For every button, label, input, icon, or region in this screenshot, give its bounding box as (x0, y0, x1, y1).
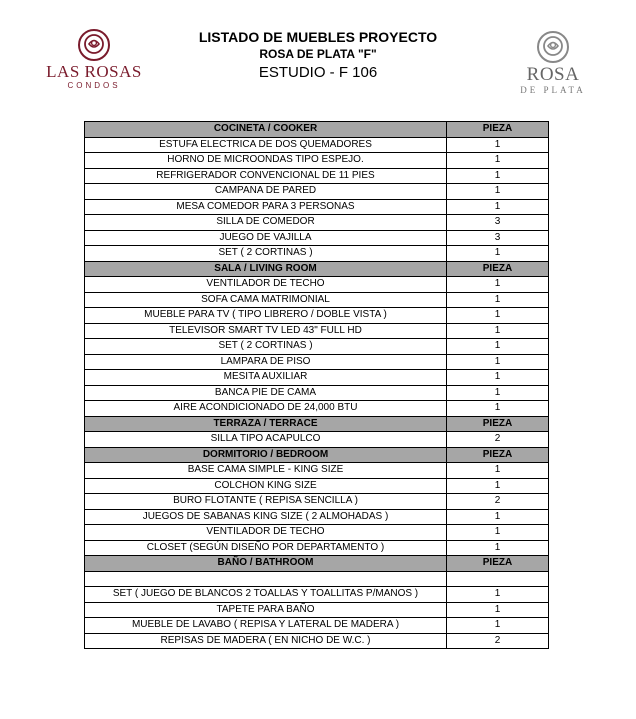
table-row (85, 339, 549, 355)
item-quantity: 1 (447, 618, 549, 634)
table-row (85, 525, 549, 541)
item-quantity: 1 (447, 525, 549, 541)
item-name: COLCHON KING SIZE (85, 478, 447, 494)
item-name: ESTUFA ELECTRICA DE DOS QUEMADORES (85, 137, 447, 153)
item-name: VENTILADOR DE TECHO (85, 525, 447, 541)
quantity-header: PIEZA (447, 122, 549, 138)
table-row (85, 401, 549, 417)
item-quantity: 1 (447, 401, 549, 417)
item-quantity: 2 (447, 432, 549, 448)
furniture-table (84, 121, 549, 649)
item-name: CLOSET (SEGÚN DISEÑO POR DEPARTAMENTO ) (85, 540, 447, 556)
item-quantity: 2 (447, 633, 549, 649)
item-quantity: 1 (447, 153, 549, 169)
table-row (85, 292, 549, 308)
silver-rose-icon (536, 30, 570, 64)
section-header-row (85, 416, 549, 432)
item-name: SILLA DE COMEDOR (85, 215, 447, 231)
item-quantity: 1 (447, 199, 549, 215)
item-quantity: 1 (447, 509, 549, 525)
section-header-row (85, 122, 549, 138)
table-row (85, 246, 549, 262)
table-row (85, 370, 549, 386)
item-name: MESA COMEDOR PARA 3 PERSONAS (85, 199, 447, 215)
las-rosas-sub: CONDOS (67, 81, 121, 90)
table-row (85, 571, 549, 587)
item-quantity: 1 (447, 385, 549, 401)
item-quantity: 1 (447, 308, 549, 324)
table-row (85, 199, 549, 215)
item-name: AIRE ACONDICIONADO DE 24,000 BTU (85, 401, 447, 417)
quantity-header: PIEZA (447, 261, 549, 277)
item-quantity: 3 (447, 230, 549, 246)
table-row (85, 323, 549, 339)
item-name: TELEVISOR SMART TV LED 43" FULL HD (85, 323, 447, 339)
item-name: MUEBLE DE LAVABO ( REPISA Y LATERAL DE MADERA ) (85, 618, 447, 634)
table-row (85, 463, 549, 479)
item-name: REPISAS DE MADERA ( EN NICHO DE W.C. ) (85, 633, 447, 649)
item-name: HORNO DE MICROONDAS TIPO ESPEJO. (85, 153, 447, 169)
document-unit: ESTUDIO - F 106 (258, 64, 378, 81)
item-quantity: 2 (447, 494, 549, 510)
rosa-de-plata-brand: ROSA (526, 64, 580, 85)
item-name: REFRIGERADOR CONVENCIONAL DE 11 PIES (85, 168, 447, 184)
table-row (85, 354, 549, 370)
item-name: TAPETE PARA BAÑO (85, 602, 447, 618)
table-row (85, 215, 549, 231)
quantity-header: PIEZA (447, 447, 549, 463)
section-header-row (85, 556, 549, 572)
item-name (85, 571, 447, 587)
item-quantity: 1 (447, 463, 549, 479)
item-quantity: 3 (447, 215, 549, 231)
table-row (85, 602, 549, 618)
item-name: MESITA AUXILIAR (85, 370, 447, 386)
table-row (85, 618, 549, 634)
las-rosas-brand: LAS ROSAS (46, 62, 142, 81)
table-row (85, 385, 549, 401)
item-quantity: 1 (447, 292, 549, 308)
section-header-row (85, 447, 549, 463)
item-name: BASE CAMA SIMPLE - KING SIZE (85, 463, 447, 479)
item-name: SET ( 2 CORTINAS ) (85, 339, 447, 355)
furniture-table-body (85, 122, 549, 649)
table-row (85, 509, 549, 525)
item-name: BURO FLOTANTE ( REPISA SENCILLA ) (85, 494, 447, 510)
section-title: BAÑO / BATHROOM (85, 556, 447, 572)
rosa-de-plata-sub: DE PLATA (520, 85, 586, 95)
section-header-row (85, 261, 549, 277)
section-title: COCINETA / COOKER (85, 122, 447, 138)
quantity-header: PIEZA (447, 416, 549, 432)
table-row (85, 308, 549, 324)
item-quantity: 1 (447, 354, 549, 370)
item-quantity: 1 (447, 323, 549, 339)
document-header (190, 29, 446, 82)
table-row (85, 587, 549, 603)
table-row (85, 230, 549, 246)
section-title: SALA / LIVING ROOM (85, 261, 447, 277)
item-name: JUEGOS DE SABANAS KING SIZE ( 2 ALMOHADAS ) (85, 509, 447, 525)
table-row (85, 633, 549, 649)
item-name: SET ( JUEGO DE BLANCOS 2 TOALLAS Y TOALLITAS P/MANOS ) (85, 587, 447, 603)
table-row (85, 153, 549, 169)
rosa-de-plata-logo (508, 30, 598, 94)
table-row (85, 277, 549, 293)
table-row (85, 478, 549, 494)
item-quantity: 1 (447, 137, 549, 153)
item-name: SILLA TIPO ACAPULCO (85, 432, 447, 448)
item-quantity: 1 (447, 168, 549, 184)
table-row (85, 137, 549, 153)
document-title: LISTADO DE MUEBLES PROYECTO (198, 29, 438, 45)
item-name: LAMPARA DE PISO (85, 354, 447, 370)
las-rosas-logo (38, 28, 150, 88)
document-subtitle: ROSA DE PLATA "F" (259, 47, 377, 61)
table-row (85, 494, 549, 510)
item-quantity: 1 (447, 277, 549, 293)
item-name: SET ( 2 CORTINAS ) (85, 246, 447, 262)
section-title: DORMITORIO / BEDROOM (85, 447, 447, 463)
item-name: BANCA PIE DE CAMA (85, 385, 447, 401)
item-quantity: 1 (447, 370, 549, 386)
rose-icon (77, 28, 111, 62)
item-quantity: 1 (447, 602, 549, 618)
item-quantity: 1 (447, 478, 549, 494)
item-name: VENTILADOR DE TECHO (85, 277, 447, 293)
section-title: TERRAZA / TERRACE (85, 416, 447, 432)
item-quantity: 1 (447, 587, 549, 603)
table-row (85, 168, 549, 184)
item-name: SOFA CAMA MATRIMONIAL (85, 292, 447, 308)
item-quantity: 1 (447, 339, 549, 355)
item-name: JUEGO DE VAJILLA (85, 230, 447, 246)
table-row (85, 184, 549, 200)
item-quantity: 1 (447, 184, 549, 200)
table-row (85, 540, 549, 556)
item-name: MUEBLE PARA TV ( TIPO LIBRERO / DOBLE VISTA ) (85, 308, 447, 324)
item-quantity: 1 (447, 246, 549, 262)
item-quantity: 1 (447, 540, 549, 556)
table-row (85, 432, 549, 448)
item-quantity (447, 571, 549, 587)
quantity-header: PIEZA (447, 556, 549, 572)
item-name: CAMPANA DE PARED (85, 184, 447, 200)
